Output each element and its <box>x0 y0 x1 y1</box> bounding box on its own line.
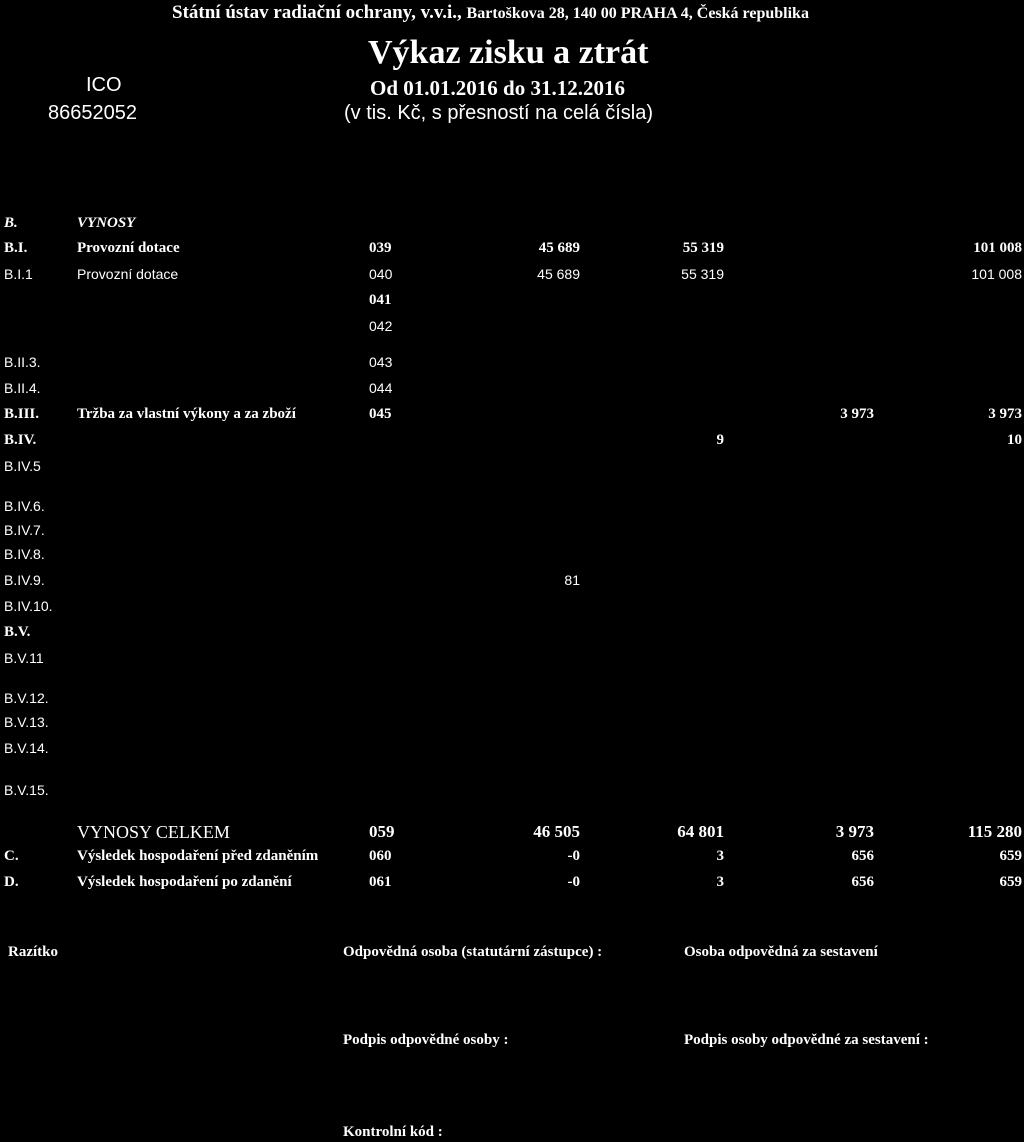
row-number: 043 <box>369 354 393 370</box>
value-col-3: 3 973 <box>840 406 874 422</box>
row-code: B.V.14. <box>4 740 49 756</box>
row-name: VYNOSY CELKEM <box>77 822 230 842</box>
table-row <box>0 598 1024 622</box>
row-name: VYNOSY <box>77 215 136 231</box>
row-name: Provozní dotace <box>77 266 179 282</box>
value-col-1: 46 505 <box>533 822 580 841</box>
report-period: Od 01.01.2016 do 31.12.2016 <box>370 76 625 100</box>
table-row <box>0 215 1024 239</box>
organization-header <box>172 2 809 24</box>
row-code: B.II.3. <box>4 354 41 370</box>
row-code: D. <box>4 874 19 890</box>
table-row <box>0 406 1024 430</box>
row-code: B.I.1 <box>4 266 33 282</box>
table-row <box>0 292 1024 316</box>
stamp-label: Razítko <box>8 944 58 960</box>
table-row <box>0 522 1024 546</box>
row-name: Výsledek hospodaření po zdanění <box>77 874 292 890</box>
row-code: B.IV.10. <box>4 598 53 614</box>
table-row <box>0 266 1024 290</box>
table-row <box>0 714 1024 738</box>
row-code: B.V.15. <box>4 782 49 798</box>
signature-responsible-label: Podpis odpovědné osoby : <box>343 1032 509 1048</box>
row-name: Výsledek hospodaření před zdaněním <box>77 848 319 864</box>
row-code: B.V. <box>4 624 31 640</box>
row-code: B.IV.6. <box>4 498 45 514</box>
value-col-1: -0 <box>567 848 580 864</box>
table-row <box>0 822 1024 846</box>
value-col-2: 64 801 <box>677 822 724 841</box>
row-number: 041 <box>369 292 392 308</box>
organization-name: Státní ústav radiační ochrany, v.v.i., <box>172 2 462 23</box>
value-col-3: 656 <box>851 848 874 864</box>
row-number: 045 <box>369 406 392 422</box>
table-row <box>0 874 1024 898</box>
row-code: B.IV.9. <box>4 572 45 588</box>
row-code: B.V.11 <box>4 650 44 666</box>
row-number: 042 <box>369 318 393 334</box>
signature-compiler-label: Podpis osoby odpovědné za sestavení : <box>684 1032 929 1048</box>
value-col-total: 115 280 <box>967 822 1022 841</box>
table-row <box>0 240 1024 264</box>
table-row <box>0 318 1024 342</box>
table-row <box>0 650 1024 674</box>
row-number: 060 <box>369 848 392 864</box>
row-name: Tržba za vlastní výkony a za zboží <box>77 406 296 422</box>
value-col-2: 3 <box>716 874 724 890</box>
value-col-2: 9 <box>716 432 724 448</box>
table-row <box>0 354 1024 378</box>
value-col-2: 3 <box>716 848 724 864</box>
table-row <box>0 624 1024 648</box>
row-code: B.II.4. <box>4 380 41 396</box>
page-title: Výkaz zisku a ztrát <box>368 34 649 71</box>
row-code: B.IV. <box>4 432 37 448</box>
table-row <box>0 572 1024 596</box>
control-code-label: Kontrolní kód : <box>343 1124 443 1140</box>
value-col-total: 101 008 <box>971 266 1022 282</box>
value-col-1: 81 <box>564 572 580 588</box>
ico-value: 86652052 <box>48 102 137 124</box>
row-code: B.V.13. <box>4 714 49 730</box>
value-col-3: 3 973 <box>835 822 874 841</box>
table-row <box>0 690 1024 714</box>
value-col-total: 101 008 <box>973 240 1022 256</box>
table-row <box>0 498 1024 522</box>
row-number: 044 <box>369 380 393 396</box>
row-code: B.IV.8. <box>4 546 45 562</box>
row-code: C. <box>4 848 19 864</box>
value-col-total: 659 <box>999 874 1022 890</box>
ico-label: ICO <box>86 74 122 96</box>
row-code: B.III. <box>4 406 40 422</box>
units-note: (v tis. Kč, s přesností na celá čísla) <box>344 102 653 124</box>
table-row <box>0 432 1024 456</box>
table-row <box>0 380 1024 404</box>
organization-address: Bartoškova 28, 140 00 PRAHA 4, Česká republika <box>466 5 809 22</box>
row-number: 040 <box>369 266 393 282</box>
row-number: 059 <box>369 822 395 841</box>
value-col-3: 656 <box>851 874 874 890</box>
value-col-total: 10 <box>1007 432 1022 448</box>
table-row <box>0 546 1024 570</box>
value-col-1: -0 <box>567 874 580 890</box>
table-row <box>0 848 1024 872</box>
table-row <box>0 782 1024 806</box>
value-col-total: 659 <box>999 848 1022 864</box>
value-col-1: 45 689 <box>537 266 580 282</box>
row-code: B. <box>4 215 18 231</box>
row-number: 061 <box>369 874 392 890</box>
row-name: Provozní dotace <box>77 240 180 256</box>
row-code: B.IV.7. <box>4 522 45 538</box>
value-col-1: 45 689 <box>538 240 580 256</box>
table-row <box>0 740 1024 764</box>
responsible-person-label: Odpovědná osoba (statutární zástupce) : <box>343 944 603 960</box>
value-col-total: 3 973 <box>988 406 1022 422</box>
row-code: B.I. <box>4 240 28 256</box>
table-row <box>0 458 1024 482</box>
value-col-2: 55 319 <box>682 240 724 256</box>
compiler-label: Osoba odpovědná za sestavení <box>684 944 878 960</box>
value-col-2: 55 319 <box>681 266 724 282</box>
row-code: B.V.12. <box>4 690 49 706</box>
row-code: B.IV.5 <box>4 458 41 474</box>
row-number: 039 <box>369 240 392 256</box>
